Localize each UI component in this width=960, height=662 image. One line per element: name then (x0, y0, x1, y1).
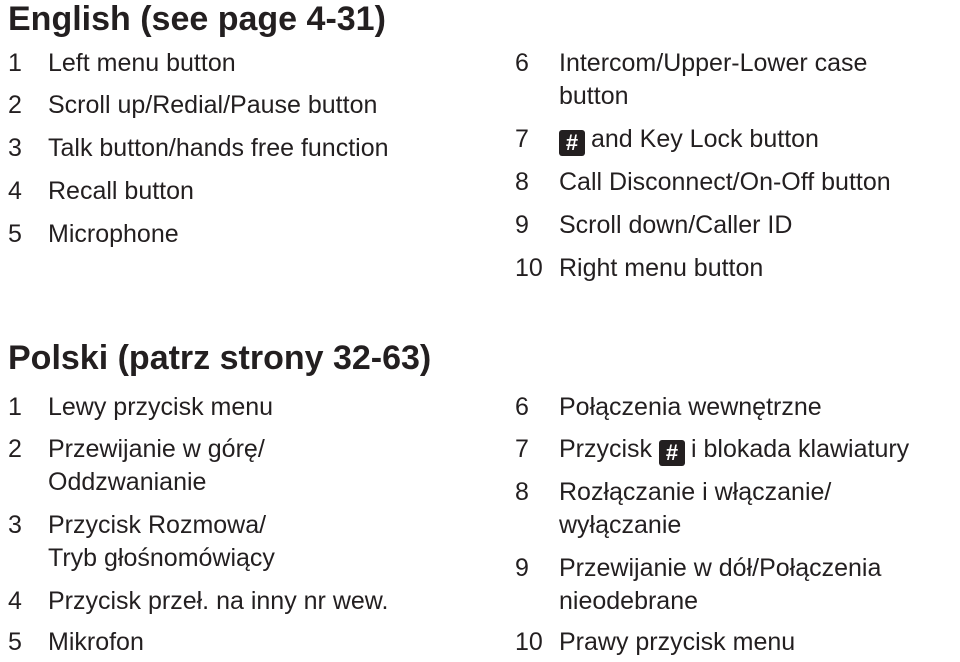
english-heading: English (see page 4-31) (8, 0, 386, 38)
item-text-line2: nieodebrane (559, 587, 699, 615)
item-text: Right menu button (559, 254, 764, 282)
item-text-prefix: Przycisk (559, 435, 653, 463)
item-number: 4 (8, 587, 22, 615)
item-number: 2 (8, 91, 22, 119)
hash-key-icon: # (559, 130, 585, 156)
item-number: 5 (8, 628, 22, 656)
item-number: 2 (8, 435, 22, 463)
item-text: Przycisk przeł. na inny nr wew. (48, 587, 389, 615)
item-text: Microphone (48, 220, 179, 248)
item-text: Lewy przycisk menu (48, 393, 274, 421)
item-text-suffix: i blokada klawiatury (691, 435, 910, 463)
item-text: Left menu button (48, 49, 236, 77)
item-number: 4 (8, 177, 22, 205)
item-text-line2: Tryb głośnomówiący (48, 544, 275, 572)
item-text: Mikrofon (48, 628, 144, 656)
item-text (559, 122, 819, 156)
item-number: 3 (8, 511, 22, 539)
item-number: 8 (515, 478, 529, 506)
item-number: 3 (8, 134, 22, 162)
item-text-line1: Przycisk Rozmowa/ (48, 511, 267, 539)
item-text: Call Disconnect/On-Off button (559, 168, 891, 196)
item-number: 9 (515, 554, 529, 582)
item-number: 1 (8, 49, 22, 77)
item-number: 6 (515, 49, 529, 77)
item-text-line2: Oddzwanianie (48, 468, 207, 496)
item-text: Prawy przycisk menu (559, 628, 796, 656)
item-text: Połączenia wewnętrzne (559, 393, 822, 421)
item-text: Scroll up/Redial/Pause button (48, 91, 378, 119)
item-number: 7 (515, 125, 529, 153)
item-number: 10 (515, 254, 543, 282)
item-number: 7 (515, 435, 529, 463)
item-text: Scroll down/Caller ID (559, 211, 793, 239)
item-text-label: and Key Lock button (591, 125, 819, 153)
item-number: 1 (8, 393, 22, 421)
item-text (559, 432, 909, 466)
item-text-line1: Rozłączanie i włączanie/ (559, 478, 832, 506)
item-text: Recall button (48, 177, 194, 205)
item-text-line2: wyłączanie (559, 511, 682, 539)
item-text-line1: Przewijanie w dół/Połączenia (559, 554, 882, 582)
item-text-line1: Intercom/Upper-Lower case (559, 49, 868, 77)
item-number: 6 (515, 393, 529, 421)
item-text-line1: Przewijanie w górę/ (48, 435, 265, 463)
item-text: Talk button/hands free function (48, 134, 389, 162)
item-number: 5 (8, 220, 22, 248)
item-number: 8 (515, 168, 529, 196)
item-text-line2: button (559, 82, 629, 110)
item-number: 9 (515, 211, 529, 239)
item-number: 10 (515, 628, 543, 656)
polski-heading: Polski (patrz strony 32-63) (8, 339, 432, 377)
hash-key-icon: # (659, 440, 685, 466)
